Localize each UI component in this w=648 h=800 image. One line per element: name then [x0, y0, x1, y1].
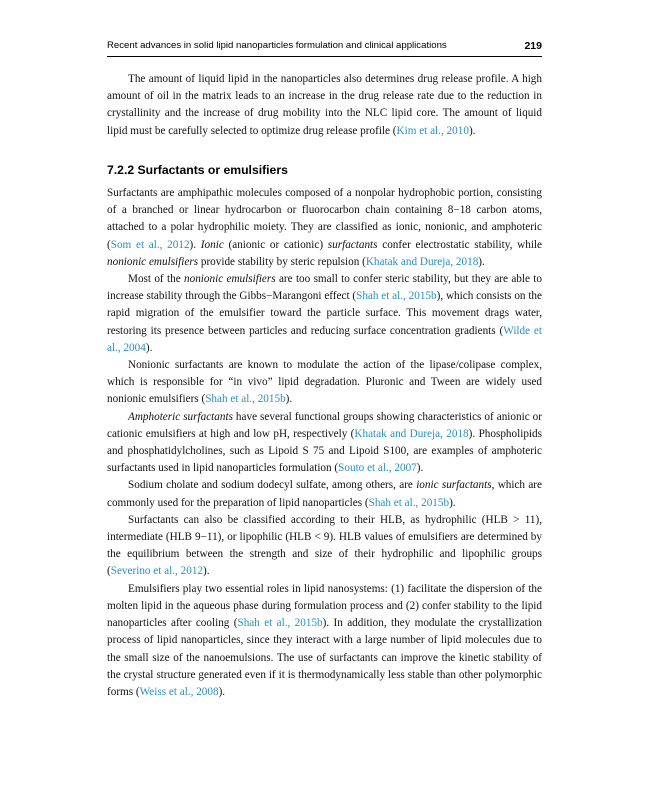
text-run: ). [416, 462, 424, 475]
citation-link[interactable]: Som et al., 2012 [110, 238, 190, 251]
citation-link[interactable]: Shah et al., 2015b [205, 393, 286, 406]
text-run: Surfactants are amphipathic molecules composed of a nonpolar hydrophobic portion, consisting of a branched or linear hydrocarbon or fluorocarbon chain containing 8−18 carbon atoms, attached to a polar hydrophilic moiety. They are classified as ionic, nonionic, and amphoteric ( [107, 187, 542, 251]
citation-link[interactable]: Souto et al., 2007 [338, 462, 417, 475]
citation-link[interactable]: Shah et al., 2015b [356, 290, 437, 303]
italic-term: Amphoteric surfactants [128, 410, 233, 423]
paragraph-surfactants-definition [107, 185, 542, 271]
text-run: ). [218, 685, 226, 698]
text-run: Sodium cholate and sodium dodecyl sulfate, among others, are [128, 479, 417, 492]
text-run: Most of the [128, 273, 185, 286]
italic-term: surfactants [327, 238, 378, 251]
text-run: have several functional groups showing characteristics of anionic or cationic emulsifiers at high and low pH, respectively ( [107, 410, 542, 440]
text-run: ). Phospholipids and phosphatidylcholines, such as Lipoid S 75 and Lipoid S100, are examples of amphoteric surfactants used in lipid nanoparticles formulation ( [107, 427, 542, 475]
text-run: Emulsifiers play two essential roles in lipid nanosystems: (1) facilitate the dispersion of the molten lipid in the aqueous phase during formulation process and (2) confer stability to the lipid nanoparticles after cooling ( [107, 582, 542, 630]
running-header [107, 40, 542, 57]
paragraph-amphoteric [107, 409, 542, 478]
page-number: 219 [524, 40, 542, 52]
text-run: ). [468, 124, 476, 137]
italic-term: nonionic emulsifiers [107, 255, 199, 268]
text-run: ). [449, 496, 456, 509]
text-run: Surfactants can also be classified according to their HLB, as hydrophilic (HLB > 11), intermediate (HLB 9−11), or lipophilic (HLB < 9). HLB values of emulsifiers are determined by the equilibrium between the strength and size of their hydrophilic and lipophilic groups ( [107, 513, 542, 578]
citation-link[interactable]: Khatak and Dureja, 2018 [354, 427, 469, 440]
paragraph-emulsifier-roles [107, 581, 542, 701]
text-run: confer electrostatic stability, while [377, 238, 543, 251]
running-title: Recent advances in solid lipid nanoparticles formulation and clinical applications [107, 40, 447, 51]
text-run: Nonionic surfactants are known to modulate the action of the lipase/colipase complex, which is responsible for “in vivo” lipid degradation. Pluronic and Tween are widely used nonionic emulsifiers ( [107, 359, 542, 406]
text-run: (anionic or cationic) [223, 238, 328, 251]
text-run: , which are commonly used for the preparation of lipid nanoparticles ( [107, 479, 542, 509]
text-run: ), which consists on the rapid migration of the emulsifier toward the particle surface. This movement drags water, restoring its presence between particles and reducing surface concentration gradients ( [107, 290, 542, 337]
section-heading: 7.2.2 Surfactants or emulsifiers [107, 162, 288, 177]
text-run: ). [285, 393, 293, 406]
italic-term: Ionic [200, 238, 224, 251]
italic-term: nonionic emulsifiers [184, 273, 276, 286]
text-run: provide stability by steric repulsion ( [198, 255, 366, 268]
citation-link[interactable]: Severino et al., 2012 [110, 565, 204, 578]
text-run: ). In addition, they modulate the crystallization process of lipid nanoparticles, since they interact with a large number of lipid molecules due to the small size of the nanoemulsions. The use of surfactants can improve the kinetic stability of the crystal structure generated even if it is thermodynamically less stable than other polymorphic forms ( [107, 617, 542, 698]
paragraph-nonionic-lipase [107, 357, 542, 409]
citation-link[interactable]: Kim et al., 2010 [396, 124, 469, 137]
text-run: are too small to confer steric stability, but they are able to increase stability through the Gibbs−Marangoni effect ( [107, 273, 543, 303]
paragraph-ionic [107, 477, 542, 511]
text-run: ). [203, 565, 210, 578]
body-text [107, 71, 542, 701]
citation-link[interactable]: Wilde et al., 2004 [107, 324, 542, 354]
citation-link[interactable]: Shah et al., 2015b [237, 617, 323, 630]
text-run: ). [145, 341, 153, 354]
text-run: ). [478, 255, 485, 268]
paragraph-nonionic-stability [107, 271, 542, 357]
citation-link[interactable]: Khatak and Dureja, 2018 [365, 255, 479, 268]
paragraph-liquid-lipid [107, 71, 542, 140]
text-run: The amount of liquid lipid in the nanoparticles also determines drug release profile. A high amount of oil in the matrix leads to an increase in the drug release rate due to the reduction in crystallinity and the increase of drug mobility into the NLC lipid core. The amount of liquid lipid must be carefully selected to optimize drug release profile ( [107, 73, 542, 137]
citation-link[interactable]: Weiss et al., 2008 [139, 685, 219, 698]
italic-term: ionic surfactants [416, 479, 492, 492]
text-run: ). [189, 238, 201, 251]
paragraph-hlb [107, 512, 542, 581]
citation-link[interactable]: Shah et al., 2015b [368, 496, 450, 509]
